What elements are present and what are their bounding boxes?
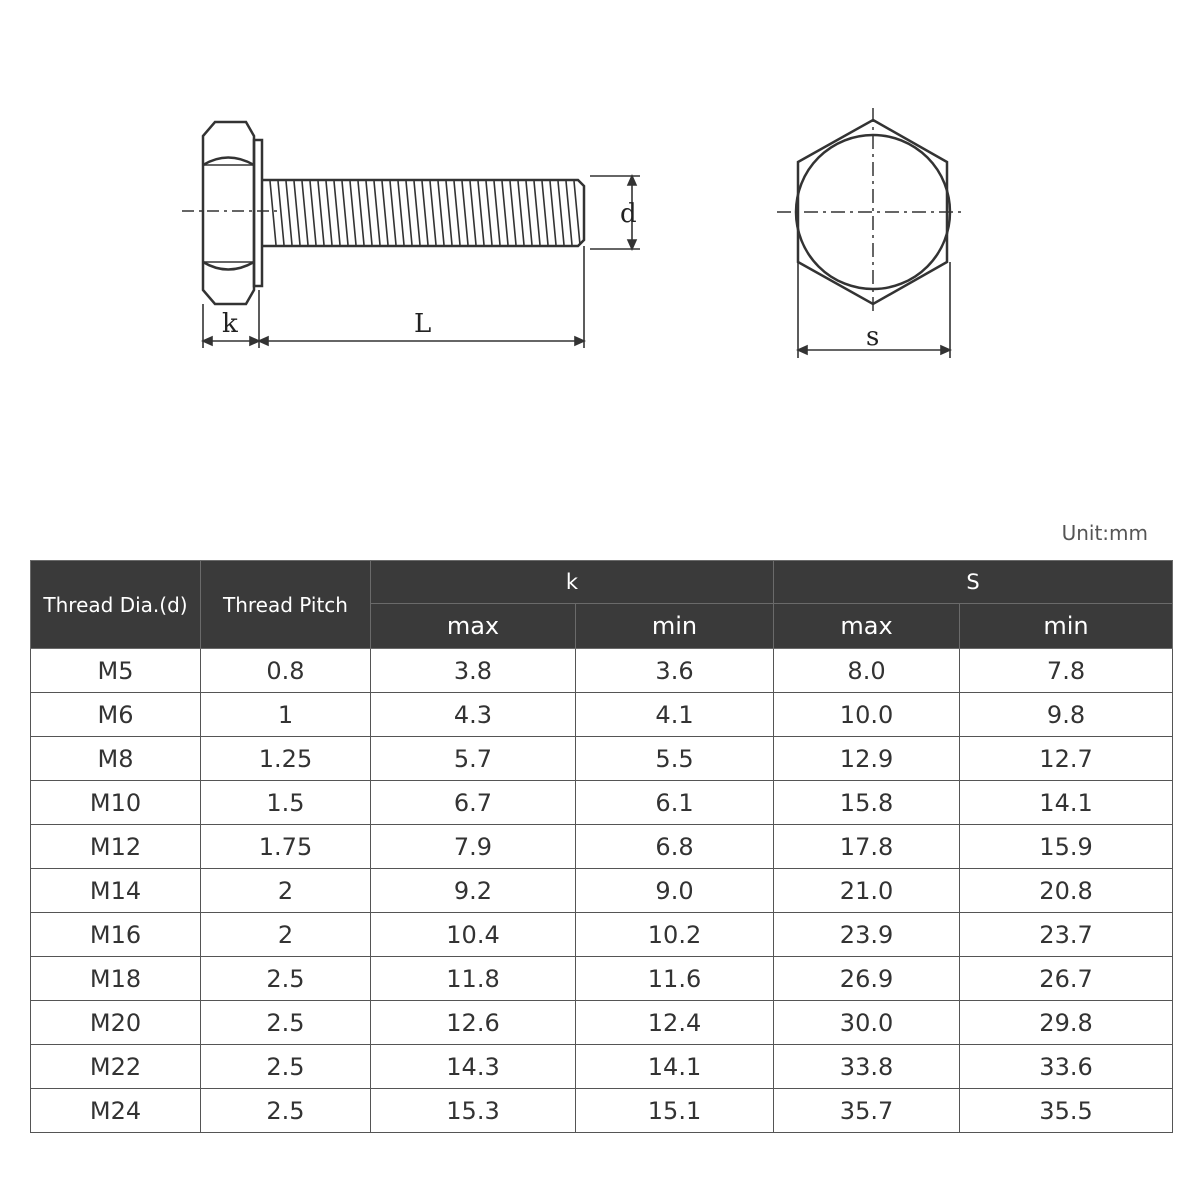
- k-min-cell: 14.1: [576, 1045, 774, 1089]
- thread-dia-cell: M6: [31, 693, 201, 737]
- table-row: [31, 737, 1173, 781]
- thread-line: [422, 181, 428, 245]
- header-thread-dia: Thread Dia.(d): [31, 561, 201, 649]
- bolt-threads: [270, 181, 580, 245]
- table-body: [31, 649, 1173, 1133]
- header-s-min: min: [960, 604, 1173, 649]
- k-min-cell: 6.1: [576, 781, 774, 825]
- thread-line: [526, 181, 532, 245]
- thread-pitch-cell: 2.5: [201, 1045, 371, 1089]
- s-max-cell: 23.9: [774, 913, 960, 957]
- thread-line: [302, 181, 308, 245]
- k-max-cell: 4.3: [371, 693, 576, 737]
- s-max-cell: 17.8: [774, 825, 960, 869]
- thread-line: [318, 181, 324, 245]
- table-row: [31, 1001, 1173, 1045]
- thread-line: [406, 181, 412, 245]
- thread-pitch-cell: 1: [201, 693, 371, 737]
- L-label: L: [414, 309, 432, 339]
- thread-line: [518, 181, 524, 245]
- thread-line: [350, 181, 356, 245]
- thread-line: [558, 181, 564, 245]
- thread-line: [342, 181, 348, 245]
- thread-pitch-cell: 2.5: [201, 1089, 371, 1133]
- s-min-cell: 35.5: [960, 1089, 1173, 1133]
- s-min-cell: 23.7: [960, 913, 1173, 957]
- k-max-cell: 12.6: [371, 1001, 576, 1045]
- thread-line: [462, 181, 468, 245]
- s-min-cell: 20.8: [960, 869, 1173, 913]
- bolt-side-view: [182, 122, 584, 304]
- thread-dia-cell: M10: [31, 781, 201, 825]
- thread-pitch-cell: 1.5: [201, 781, 371, 825]
- thread-line: [470, 181, 476, 245]
- table-row: [31, 913, 1173, 957]
- table-row: [31, 781, 1173, 825]
- k-min-cell: 5.5: [576, 737, 774, 781]
- k-label: k: [222, 309, 238, 339]
- s-max-cell: 33.8: [774, 1045, 960, 1089]
- thread-line: [270, 181, 276, 245]
- thread-line: [390, 181, 396, 245]
- thread-line: [366, 181, 372, 245]
- s-min-cell: 12.7: [960, 737, 1173, 781]
- thread-pitch-cell: 1.75: [201, 825, 371, 869]
- thread-pitch-cell: 2: [201, 913, 371, 957]
- k-max-cell: 15.3: [371, 1089, 576, 1133]
- k-min-cell: 10.2: [576, 913, 774, 957]
- header-k-min: min: [576, 604, 774, 649]
- thread-dia-cell: M12: [31, 825, 201, 869]
- thread-line: [374, 181, 380, 245]
- k-min-cell: 9.0: [576, 869, 774, 913]
- s-min-cell: 15.9: [960, 825, 1173, 869]
- s-max-cell: 10.0: [774, 693, 960, 737]
- s-min-cell: 33.6: [960, 1045, 1173, 1089]
- k-min-cell: 11.6: [576, 957, 774, 1001]
- thread-line: [334, 181, 340, 245]
- bolt-head: [203, 122, 254, 304]
- s-label: s: [866, 322, 880, 352]
- hex-bearing-circle: [796, 135, 950, 289]
- bolt-top-view: [777, 108, 962, 316]
- table-row: [31, 825, 1173, 869]
- d-label: d: [620, 199, 637, 229]
- s-max-cell: 26.9: [774, 957, 960, 1001]
- thread-line: [494, 181, 500, 245]
- k-min-cell: 6.8: [576, 825, 774, 869]
- thread-line: [326, 181, 332, 245]
- k-max-cell: 5.7: [371, 737, 576, 781]
- thread-line: [310, 181, 316, 245]
- s-min-cell: 7.8: [960, 649, 1173, 693]
- thread-line: [566, 181, 572, 245]
- thread-line: [574, 181, 580, 245]
- thread-line: [542, 181, 548, 245]
- bolt-head-face-bottom: [203, 262, 254, 270]
- k-max-cell: 9.2: [371, 869, 576, 913]
- thread-line: [438, 181, 444, 245]
- s-min-cell: 9.8: [960, 693, 1173, 737]
- k-max-cell: 7.9: [371, 825, 576, 869]
- thread-line: [358, 181, 364, 245]
- thread-line: [398, 181, 404, 245]
- s-max-cell: 21.0: [774, 869, 960, 913]
- k-max-cell: 11.8: [371, 957, 576, 1001]
- thread-pitch-cell: 1.25: [201, 737, 371, 781]
- thread-line: [446, 181, 452, 245]
- thread-dia-cell: M16: [31, 913, 201, 957]
- thread-dia-cell: M5: [31, 649, 201, 693]
- header-k: k: [371, 561, 774, 604]
- thread-line: [510, 181, 516, 245]
- s-min-cell: 29.8: [960, 1001, 1173, 1045]
- k-max-cell: 14.3: [371, 1045, 576, 1089]
- thread-dia-cell: M24: [31, 1089, 201, 1133]
- thread-line: [534, 181, 540, 245]
- bolt-spec-table: [30, 560, 1173, 1133]
- s-max-cell: 15.8: [774, 781, 960, 825]
- table-header-row: [31, 561, 1173, 604]
- k-min-cell: 15.1: [576, 1089, 774, 1133]
- thread-line: [486, 181, 492, 245]
- bolt-dimension-diagram: [0, 0, 1200, 470]
- table-row: [31, 649, 1173, 693]
- unit-label: Unit:mm: [1061, 521, 1148, 545]
- k-min-cell: 12.4: [576, 1001, 774, 1045]
- thread-line: [550, 181, 556, 245]
- thread-line: [430, 181, 436, 245]
- s-max-cell: 30.0: [774, 1001, 960, 1045]
- s-max-cell: 35.7: [774, 1089, 960, 1133]
- k-max-cell: 6.7: [371, 781, 576, 825]
- header-s: S: [774, 561, 1173, 604]
- s-max-cell: 8.0: [774, 649, 960, 693]
- header-s-max: max: [774, 604, 960, 649]
- thread-line: [502, 181, 508, 245]
- thread-pitch-cell: 2.5: [201, 957, 371, 1001]
- thread-dia-cell: M20: [31, 1001, 201, 1045]
- thread-pitch-cell: 2: [201, 869, 371, 913]
- table-row: [31, 869, 1173, 913]
- table-row: [31, 957, 1173, 1001]
- k-max-cell: 3.8: [371, 649, 576, 693]
- bolt-head-face-top: [203, 158, 254, 166]
- s-max-cell: 12.9: [774, 737, 960, 781]
- table-row: [31, 1045, 1173, 1089]
- thread-pitch-cell: 2.5: [201, 1001, 371, 1045]
- thread-dia-cell: M14: [31, 869, 201, 913]
- header-thread-pitch: Thread Pitch: [201, 561, 371, 649]
- thread-line: [382, 181, 388, 245]
- thread-dia-cell: M22: [31, 1045, 201, 1089]
- header-k-max: max: [371, 604, 576, 649]
- thread-line: [414, 181, 420, 245]
- thread-line: [294, 181, 300, 245]
- k-max-cell: 10.4: [371, 913, 576, 957]
- bolt-washer-face: [254, 140, 262, 286]
- k-min-cell: 3.6: [576, 649, 774, 693]
- thread-line: [454, 181, 460, 245]
- thread-pitch-cell: 0.8: [201, 649, 371, 693]
- thread-line: [286, 181, 292, 245]
- k-min-cell: 4.1: [576, 693, 774, 737]
- thread-line: [478, 181, 484, 245]
- thread-line: [278, 181, 284, 245]
- s-min-cell: 26.7: [960, 957, 1173, 1001]
- thread-dia-cell: M18: [31, 957, 201, 1001]
- table-row: [31, 693, 1173, 737]
- s-min-cell: 14.1: [960, 781, 1173, 825]
- thread-dia-cell: M8: [31, 737, 201, 781]
- table-row: [31, 1089, 1173, 1133]
